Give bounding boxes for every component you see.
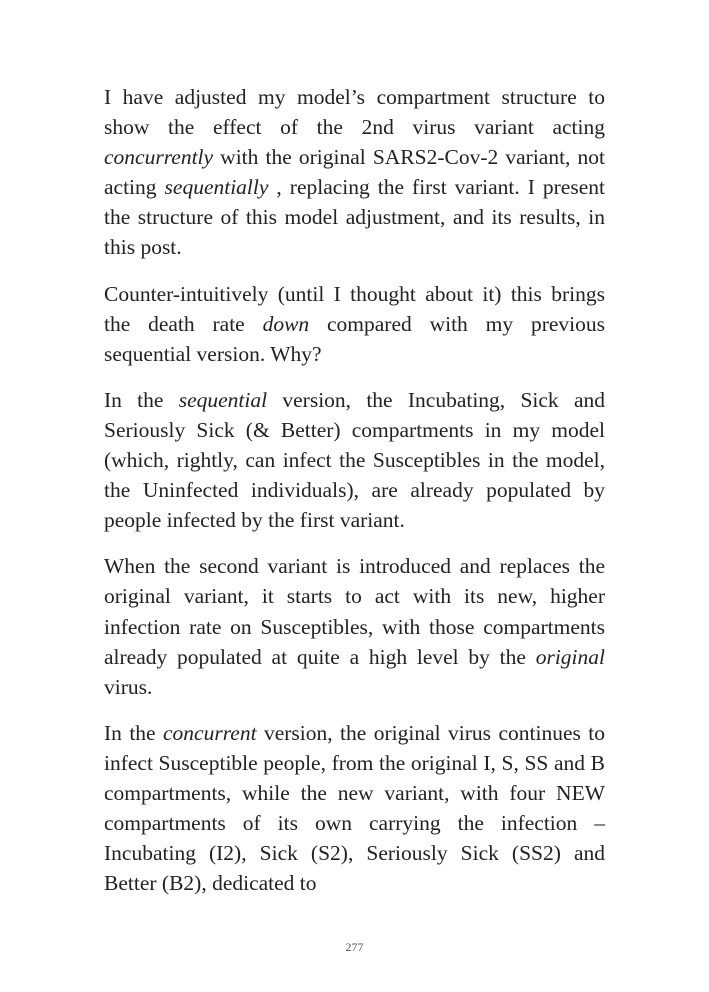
text-run: I have adjusted my model’s compartment structure to show the effect of the 2nd virus variant acting <box>104 85 605 140</box>
text-run: version, the original virus continues to infect Susceptible people, from the original I, S, SS and B compartments, while the new variant, with four NEW compartments of its own carrying the infection – Incubating (I2), Sick (S2), Seriously Sick (SS2) and Better (B2), dedicated to <box>104 720 605 896</box>
text-run: virus. <box>104 674 153 699</box>
body-text <box>104 82 605 914</box>
italic-phrase: concurrently <box>104 145 214 170</box>
text-run: , replacing the first variant. I present the structure of this model adjustment, and its results, in this post. <box>104 175 605 260</box>
italic-phrase: sequentially <box>164 175 269 200</box>
text-run: compared with my previous sequential version. Why? <box>104 311 605 366</box>
paragraph-2 <box>104 279 605 369</box>
text-run: In the <box>104 720 164 745</box>
italic-phrase: down <box>262 311 310 336</box>
italic-phrase: original <box>535 644 605 669</box>
paragraph-4 <box>104 551 605 701</box>
text-run: version, the Incubating, Sick and Seriously Sick (& Better) compartments in my model (which, rightly, can infect the Susceptibles in the model, the Uninfected individuals), are already populated by people infected by the first variant. <box>104 387 605 533</box>
text-run: with the original SARS2-Cov-2 variant, not acting <box>104 145 605 200</box>
paragraph-1 <box>104 82 605 263</box>
text-run: In the <box>104 387 179 412</box>
paragraph-5 <box>104 718 605 899</box>
italic-phrase: concurrent <box>163 720 257 745</box>
page-number: 277 <box>345 940 364 954</box>
text-run: When the second variant is introduced and replaces the original variant, it starts to act with its new, higher infection rate on Susceptibles, with those compartments already populated at quite a high level by the <box>104 554 605 669</box>
italic-phrase: sequential <box>178 387 268 412</box>
paragraph-3 <box>104 385 605 535</box>
text-run: Counter-intuitively (until I thought about it) this brings the death rate <box>104 281 605 336</box>
